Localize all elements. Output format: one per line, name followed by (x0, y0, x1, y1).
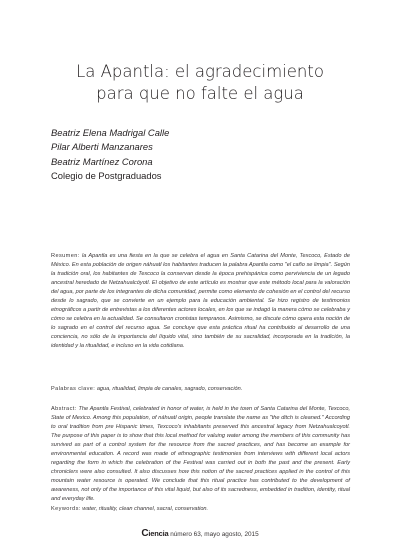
palabras-clave-text: agua, ritualidad, limpia de canales, sagrado, conservación. (96, 386, 243, 392)
author-2: Pilar Alberti Manzanares (51, 141, 153, 153)
keywords-label: Keywords: (51, 506, 81, 512)
palabras-clave-section (51, 385, 350, 394)
keywords-text: water, rituality, clean channel, sacral, conservation. (82, 506, 209, 512)
journal-logo (141, 529, 168, 538)
resumen-text: la Apantla es una fiesta en la que se celebra el agua en Santa Catarina del Monte, Texcoco, Estado de México. En esta población de origen náhuatl los habitantes traducen la palabra Apantla como "el caño se limpia". Según la tradición oral, los habitantes de Texcoco la conservan desde la época prehispánica como perviviencia de un legado ancestral heredado de Netzahualcóyotl. El objetivo de este artículo es mostrar que este método local para la valoración del agua, por parte de los integrantes de dicha comunidad, permite como elemento de cohesión en el control del recurso desde lo sagrado, que se convierte en un ejemplo para la educación ambiental. Se hizo registro de testimonios etnográficos a partir de entrevistas a los diferentes actores locales, en los que se indagó la manera cómo se celebraba y cómo se celebra en la actualidad. Se consultaron cronistas tempranos. Asimismo, se discute cómo opera esta noción de lo sagrado en el control del recurso agua. Se concluye que esta práctica ritual ha contribuido al desarrollo de una conciencia, no sólo de la importancia del líquido vital, sino también de su sacralidad, incorporada en la tradición, la identidad y la ritualidad, e incluso en la vida cotidiana. (51, 253, 350, 350)
resumen-label: Resumen: (51, 253, 80, 259)
journal-logo-initial: C (141, 528, 149, 539)
article-title (40, 61, 360, 105)
palabras-clave-label: Palabras clave: (51, 386, 96, 392)
resumen-section (51, 252, 350, 352)
author-1: Beatriz Elena Madrigal Calle (51, 127, 170, 138)
abstract-section (51, 405, 350, 505)
abstract-label: Abstract: (51, 406, 77, 412)
issue-info: número 63, mayo agosto, 2015 (170, 531, 259, 538)
keywords-section (51, 505, 350, 514)
journal-logo-rest: iencia (148, 529, 169, 538)
title-line-1: La Apantla: el agradecimiento (76, 62, 324, 81)
title-line-2: para que no falte el agua (96, 84, 304, 103)
author-3: Beatriz Martínez Corona (51, 155, 153, 167)
page-footer (0, 528, 400, 539)
author-list (51, 126, 169, 183)
abstract-text: The Apantla Festival, celebrated in honor of water, is held in the town of Santa Catarina del Monte, Texcoco, State of Mexico. Among this population, of náhuatl origin, people translate the name as "the ditch is cleaned." According to oral tradition from pre Hispanic times, Texcoco's inhabitants preserved this ancestral legacy from Netzahualcoyotl. The purpose of this paper is to show that this local method for valuing water among the members of this community has survived as part of a control system for the resource from the sacred practices, and has become an example for environmental education. A record was made of ethnographic testimonies from interviews with different local actors regarding the form in which the celebration of the Festival was carried out in both the past and the present. Early chroniclers were also consulted. It also discusses how this notion of the sacred practices applied in the control of this mountain water resource is operated. We conclude that this ritual practice has contributed to the development of awareness, not only of the importance of this vital liquid, but also of its sacredness, embedded in tradition, identity, ritual and everyday life. (51, 406, 350, 503)
affiliation: Colegio de Postgraduados (51, 169, 162, 181)
